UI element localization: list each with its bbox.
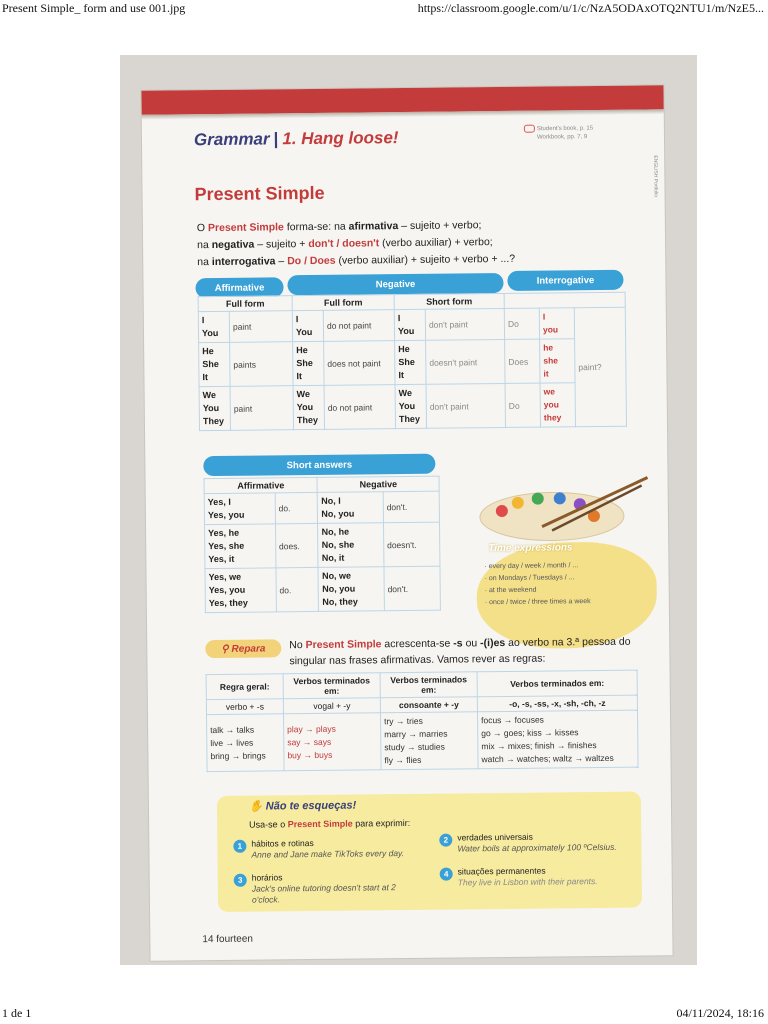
header-grammar: Grammar xyxy=(193,129,270,150)
hand-icon: ✋ xyxy=(248,800,266,813)
number-badge: 2 xyxy=(439,834,452,847)
list-item: hábitos e rotinas Anne and Jane make TikToks every day. xyxy=(251,837,405,860)
short-answers-header: Short answers xyxy=(203,454,435,476)
neg-full-form: Full form xyxy=(292,295,394,311)
print-timestamp: 04/11/2024, 18:16 xyxy=(676,1006,764,1020)
list-item: · every day / week / month / ... xyxy=(484,562,579,571)
number-badge: 1 xyxy=(233,840,246,853)
rules-header: Verbos terminados em: xyxy=(477,670,637,697)
table-row: He She It paints He She It does not paint He She It doesn't paint Does he she it xyxy=(199,338,626,386)
nao-te-esquecas-intro: Usa-se o Present Simple para exprimir: xyxy=(249,817,411,830)
affirmative-header: Affirmative xyxy=(195,277,283,298)
sa-affirmative: Affirmative xyxy=(204,477,318,493)
int-verb: paint? xyxy=(574,307,626,427)
table-row: Yes, we Yes, you Yes, they do. No, we No, you No, they don't. xyxy=(205,566,440,612)
book-icon xyxy=(524,125,535,133)
section-title: Present Simple xyxy=(194,182,325,205)
book-references: Student's book, p. 15 Workbook, pp. 7, 9 xyxy=(524,124,593,141)
table-row: Yes, he Yes, she Yes, it does. No, he No, she No, it doesn't. xyxy=(205,522,440,568)
repara-badge: ⚲ Repara xyxy=(205,639,281,658)
time-expressions-list xyxy=(484,560,590,609)
list-item: · once / twice / three times a week xyxy=(484,598,591,607)
unit-header: Grammar | 1. Hang loose! xyxy=(193,128,399,150)
header-unit: 1. Hang loose! xyxy=(282,128,399,149)
side-note: ENGLISH Portfolio xyxy=(652,155,659,198)
rules-table: Regra geral: Verbos terminados em: Verbos terminados em: Verbos terminados em: verbo + -s vogal + -y consoante + -y -o, -s, -ss, -x, -sh, -ch, -z talk → talks live → lives bring → brings play → plays say → says buy → buys try → tries marry → marries study → studies fly → flies focus → focuses go → goes; kiss → kisses mix → mixes; finish → finishes watch → watches; waltz → waltzes xyxy=(206,670,639,773)
time-expressions-title: Time expressions xyxy=(488,542,573,555)
list-item: horários Jack's online tutoring doesn't start at 2 o'clock. xyxy=(251,872,396,905)
table-row: I You paint I You do not paint I You don't paint Do I you paint? xyxy=(198,307,625,342)
aff-full-form: Full form xyxy=(198,296,292,312)
textbook-page xyxy=(141,85,672,960)
number-badge: 3 xyxy=(234,874,247,887)
window-title: Present Simple_ form and use 001.jpg xyxy=(2,1,186,15)
page-indicator: 1 de 1 xyxy=(2,1006,32,1020)
magnifier-icon: ⚲ xyxy=(221,643,229,655)
number-badge: 4 xyxy=(440,868,453,881)
negative-header: Negative xyxy=(287,273,503,295)
table-row: Yes, I Yes, you do. No, I No, you don't. xyxy=(204,491,439,524)
nao-te-esquecas-title: ✋ Não te esqueças! xyxy=(248,799,357,813)
short-answers-table xyxy=(204,476,441,613)
document-url[interactable]: https://classroom.google.com/u/1/c/NzA5ODAxOTQ2NTU1/m/NzE5... xyxy=(417,1,764,15)
table-row: talk → talks live → lives bring → brings play → plays say → says buy → buys try → tries marry → marries study → studies fly → flies focus → focuses go → goes; kiss → kisses mix → mixes; finish → finishes watch → watches; waltz → waltzes xyxy=(206,710,638,772)
intro-text: O Present Simple forma-se: na afirmativa – sujeito + verbo; na negativa – sujeito + don't / doesn't (verbo auxiliar) + verbo; na interrogativa – Do / Does (verbo auxiliar) + sujeito + verbo + ...? xyxy=(196,219,516,269)
sa-negative: Negative xyxy=(318,476,440,492)
interrogative-header: Interrogative xyxy=(507,270,623,291)
rules-header: Verbos terminados em: xyxy=(380,672,477,698)
page-number: 14 fourteen xyxy=(202,933,254,946)
list-item: situações permanentes They live in Lisbon with their parents. xyxy=(457,865,598,888)
list-item: · on Mondays / Tuesdays / ... xyxy=(484,574,575,583)
neg-short-form: Short form xyxy=(394,293,504,309)
list-item: · at the weekend xyxy=(484,586,537,595)
rules-header: Regra geral: xyxy=(206,674,283,700)
page-top-band xyxy=(141,85,663,114)
repara-text: No Present Simple acrescenta-se -s ou -(i)es ao verbo na 3.ª pessoa do singular nas frases afirmativas. Vamos rever as regras: xyxy=(289,635,631,668)
rules-header: Verbos terminados em: xyxy=(283,673,380,699)
list-item: verdades universais Water boils at approximately 100 ºCelsius. xyxy=(457,831,617,854)
table-row: We You They paint We You They do not paint We You They don't paint Do we you they xyxy=(199,382,626,430)
forms-table xyxy=(198,292,627,431)
